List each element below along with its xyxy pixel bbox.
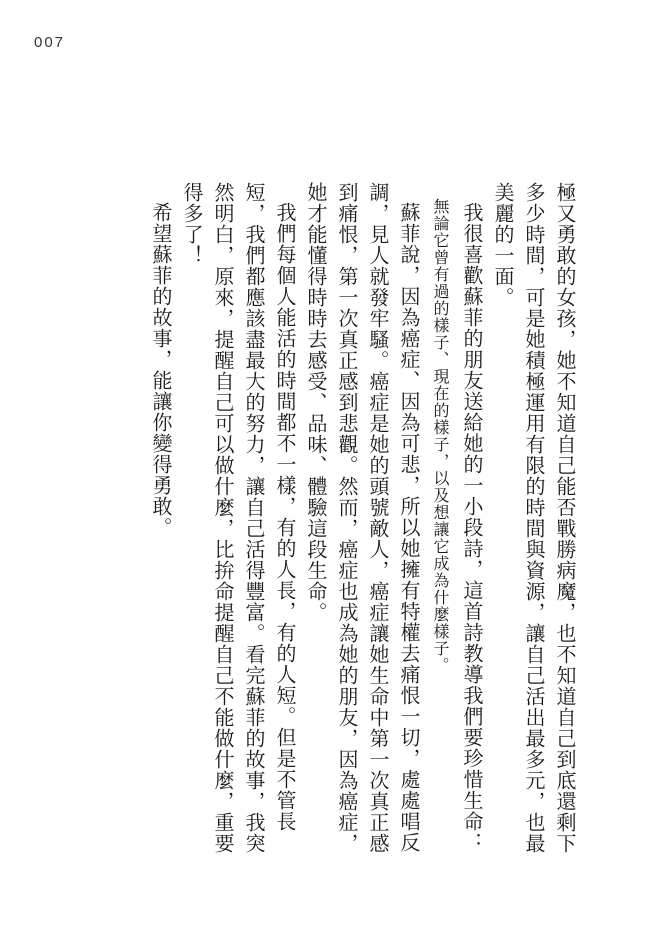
paragraph-5: 希望蘇菲的故事，能讓你變得勇敢。 — [149, 202, 173, 538]
paragraph-2-text: 我很喜歡蘇菲的朋友送給她的一小段詩，這首詩教導我們要珍惜生命： — [460, 202, 484, 853]
paragraph-4: 我們每個人能活的時間都不一樣，有的人長，有的人短。但是不管長短，我們都應該盡最大的努力，讓自己活得豐富。看完蘇菲的故事，我突然明白，原來，提醒自己可以做什麼，比拚命提醒自己不能做什麼，重要得多了！ — [180, 182, 297, 854]
paragraph-3: 蘇菲說，因為癌症、因為可悲，所以她擁有特權去痛恨一切，處處唱反調，見人就發牢騷。癌症是她的頭號敵人，癌症讓她生命中第一次真正感到痛恨，第一次真正感到悲觀。然而，癌症也成為她的朋友，因為癌症，她才能懂得時時去感受、品味、體驗這段生命。 — [304, 182, 421, 854]
poem-quote: 無論它曾有過的樣子、現在的樣子，以及想讓它成為什麼樣子。 — [431, 198, 450, 674]
page-number: 007 — [34, 34, 66, 51]
paragraph-1: 極又勇敢的女孩，她不知道自己能否戰勝病魔，也不知道自己到底還剩下多少時間，可是她積極運用有限的時間與資源，讓自己活出最多元，也最美麗的一面。 — [491, 182, 577, 854]
body-text — [149, 182, 580, 872]
paragraph-2 — [424, 182, 487, 872]
